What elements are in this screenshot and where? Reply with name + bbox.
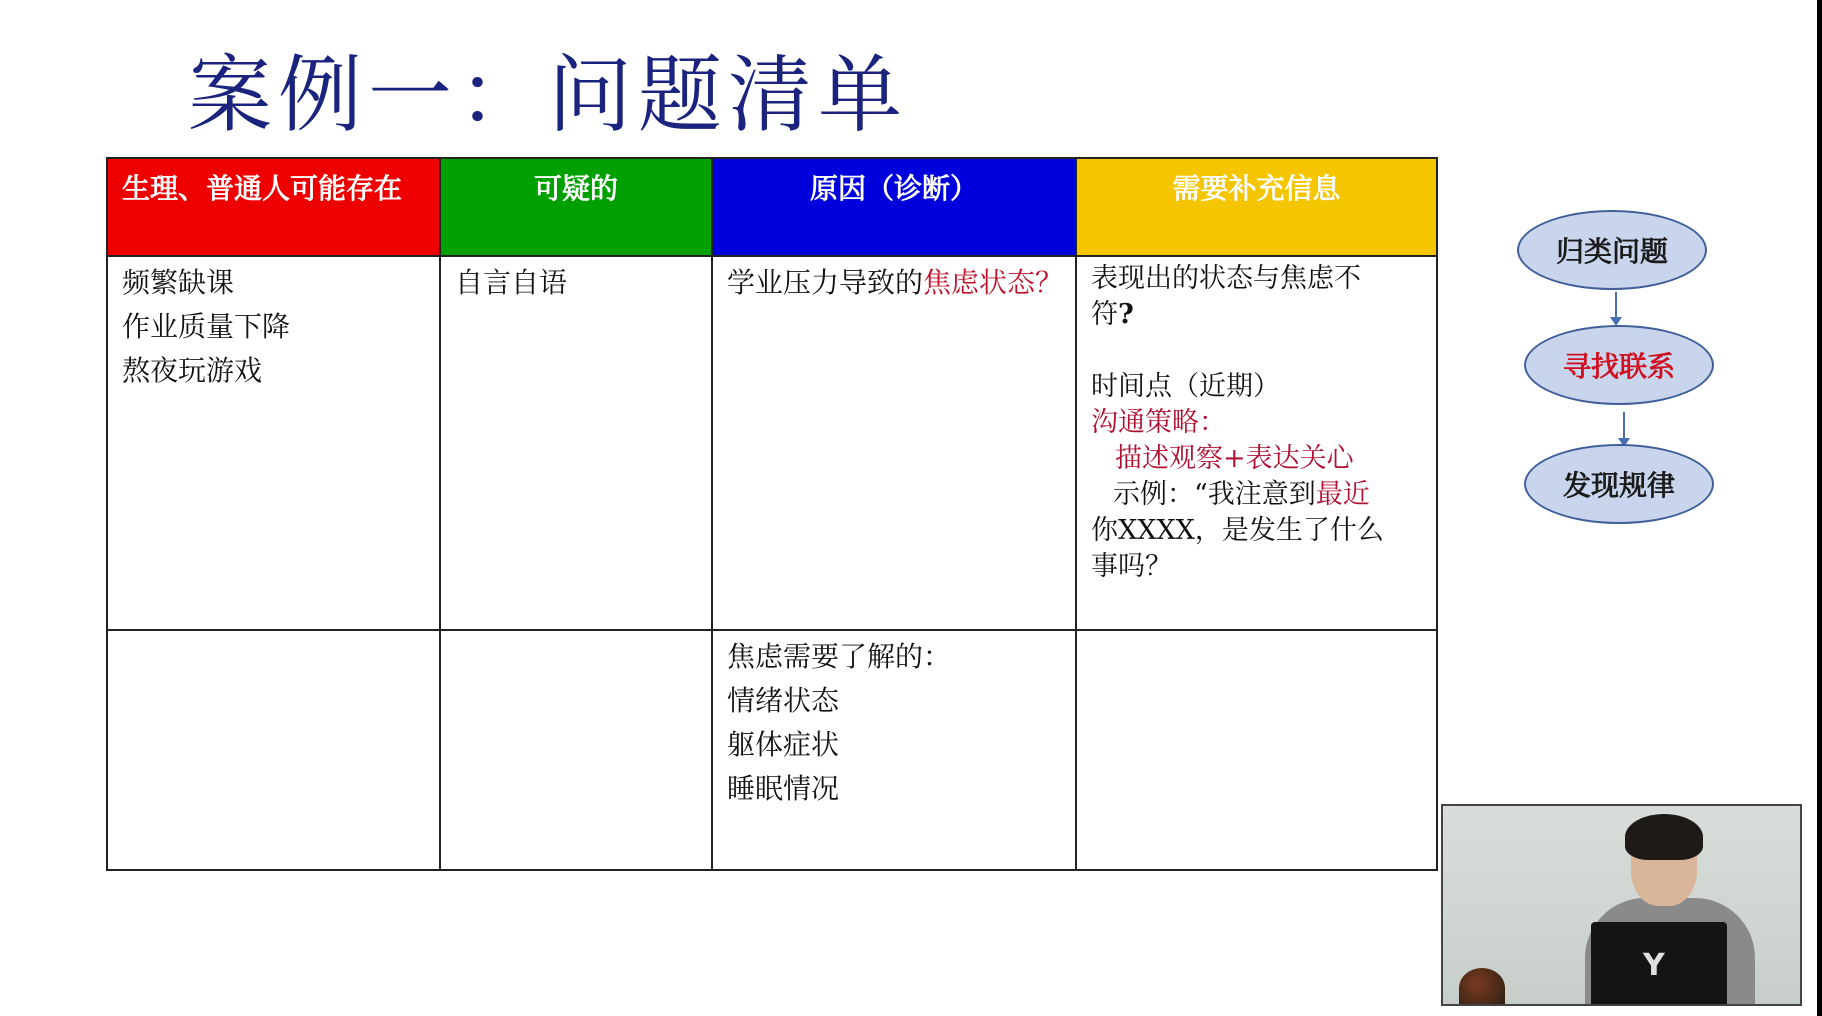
- cell-anxiety-needs: [712, 630, 1076, 870]
- list-item: 睡眠情况: [727, 772, 840, 805]
- flow-step-classify: 归类问题: [1517, 210, 1707, 290]
- table-row: [107, 256, 1437, 630]
- cell-physiological: [107, 256, 440, 630]
- presenter-hair: [1625, 814, 1703, 860]
- cell-suspicious: [440, 256, 712, 630]
- strategy-text: 描述观察+表达关心: [1115, 443, 1354, 474]
- header-physiological: 生理、普通人可能存在: [107, 158, 440, 256]
- list-item: 熬夜玩游戏: [122, 354, 263, 387]
- laptop: [1591, 922, 1727, 1006]
- cell-empty: [440, 630, 712, 870]
- example-line: 你XXXX，是发生了什么: [1091, 515, 1384, 546]
- example-text: 示例：“我注意到: [1113, 479, 1316, 510]
- cause-text: 学业压力导致的: [727, 266, 924, 299]
- info-line: [1091, 297, 1422, 333]
- laptop-logo-icon: Y: [1643, 948, 1665, 983]
- example-highlight: 最近: [1315, 479, 1370, 510]
- info-line: 表现出的状态与焦虑不: [1091, 263, 1361, 294]
- info-text: 符: [1091, 299, 1118, 330]
- cell-need-info: [1076, 256, 1437, 630]
- cell-empty: [1076, 630, 1437, 870]
- header-cause: 原因（诊断）: [712, 158, 1076, 256]
- example-line: [1091, 477, 1422, 513]
- flow-arrow: [1623, 412, 1625, 445]
- flow-arrow: [1615, 292, 1617, 324]
- cell-cause: [712, 256, 1076, 630]
- header-need-info: 需要补充信息: [1076, 158, 1437, 256]
- header-suspicious: 可疑的: [440, 158, 712, 256]
- info-line: 时间点（近期）: [1091, 371, 1280, 402]
- flow-step-pattern: 发现规律: [1524, 444, 1714, 524]
- flow-step-connect: 寻找联系: [1524, 325, 1714, 405]
- problem-list-table: [106, 157, 1438, 871]
- list-item: 焦虑需要了解的：: [727, 640, 952, 673]
- list-item: 情绪状态: [727, 684, 840, 717]
- list-item: 作业质量下降: [122, 310, 291, 343]
- question-mark: ?: [1118, 299, 1134, 330]
- cell-empty: [107, 630, 440, 870]
- list-item: 躯体症状: [727, 728, 840, 761]
- strategy-heading: 沟通策略：: [1091, 407, 1226, 438]
- example-line: 事吗？: [1091, 551, 1172, 582]
- presenter-video: [1441, 804, 1802, 1006]
- plant-decoration: [1459, 968, 1505, 1006]
- cause-highlight: 焦虑状态？: [923, 266, 1064, 299]
- table-row: [107, 630, 1437, 870]
- slide-title: 案例一：问题清单: [188, 46, 909, 144]
- list-item: 自言自语: [455, 266, 568, 299]
- table-header-row: [107, 158, 1437, 256]
- list-item: 频繁缺课: [122, 266, 235, 299]
